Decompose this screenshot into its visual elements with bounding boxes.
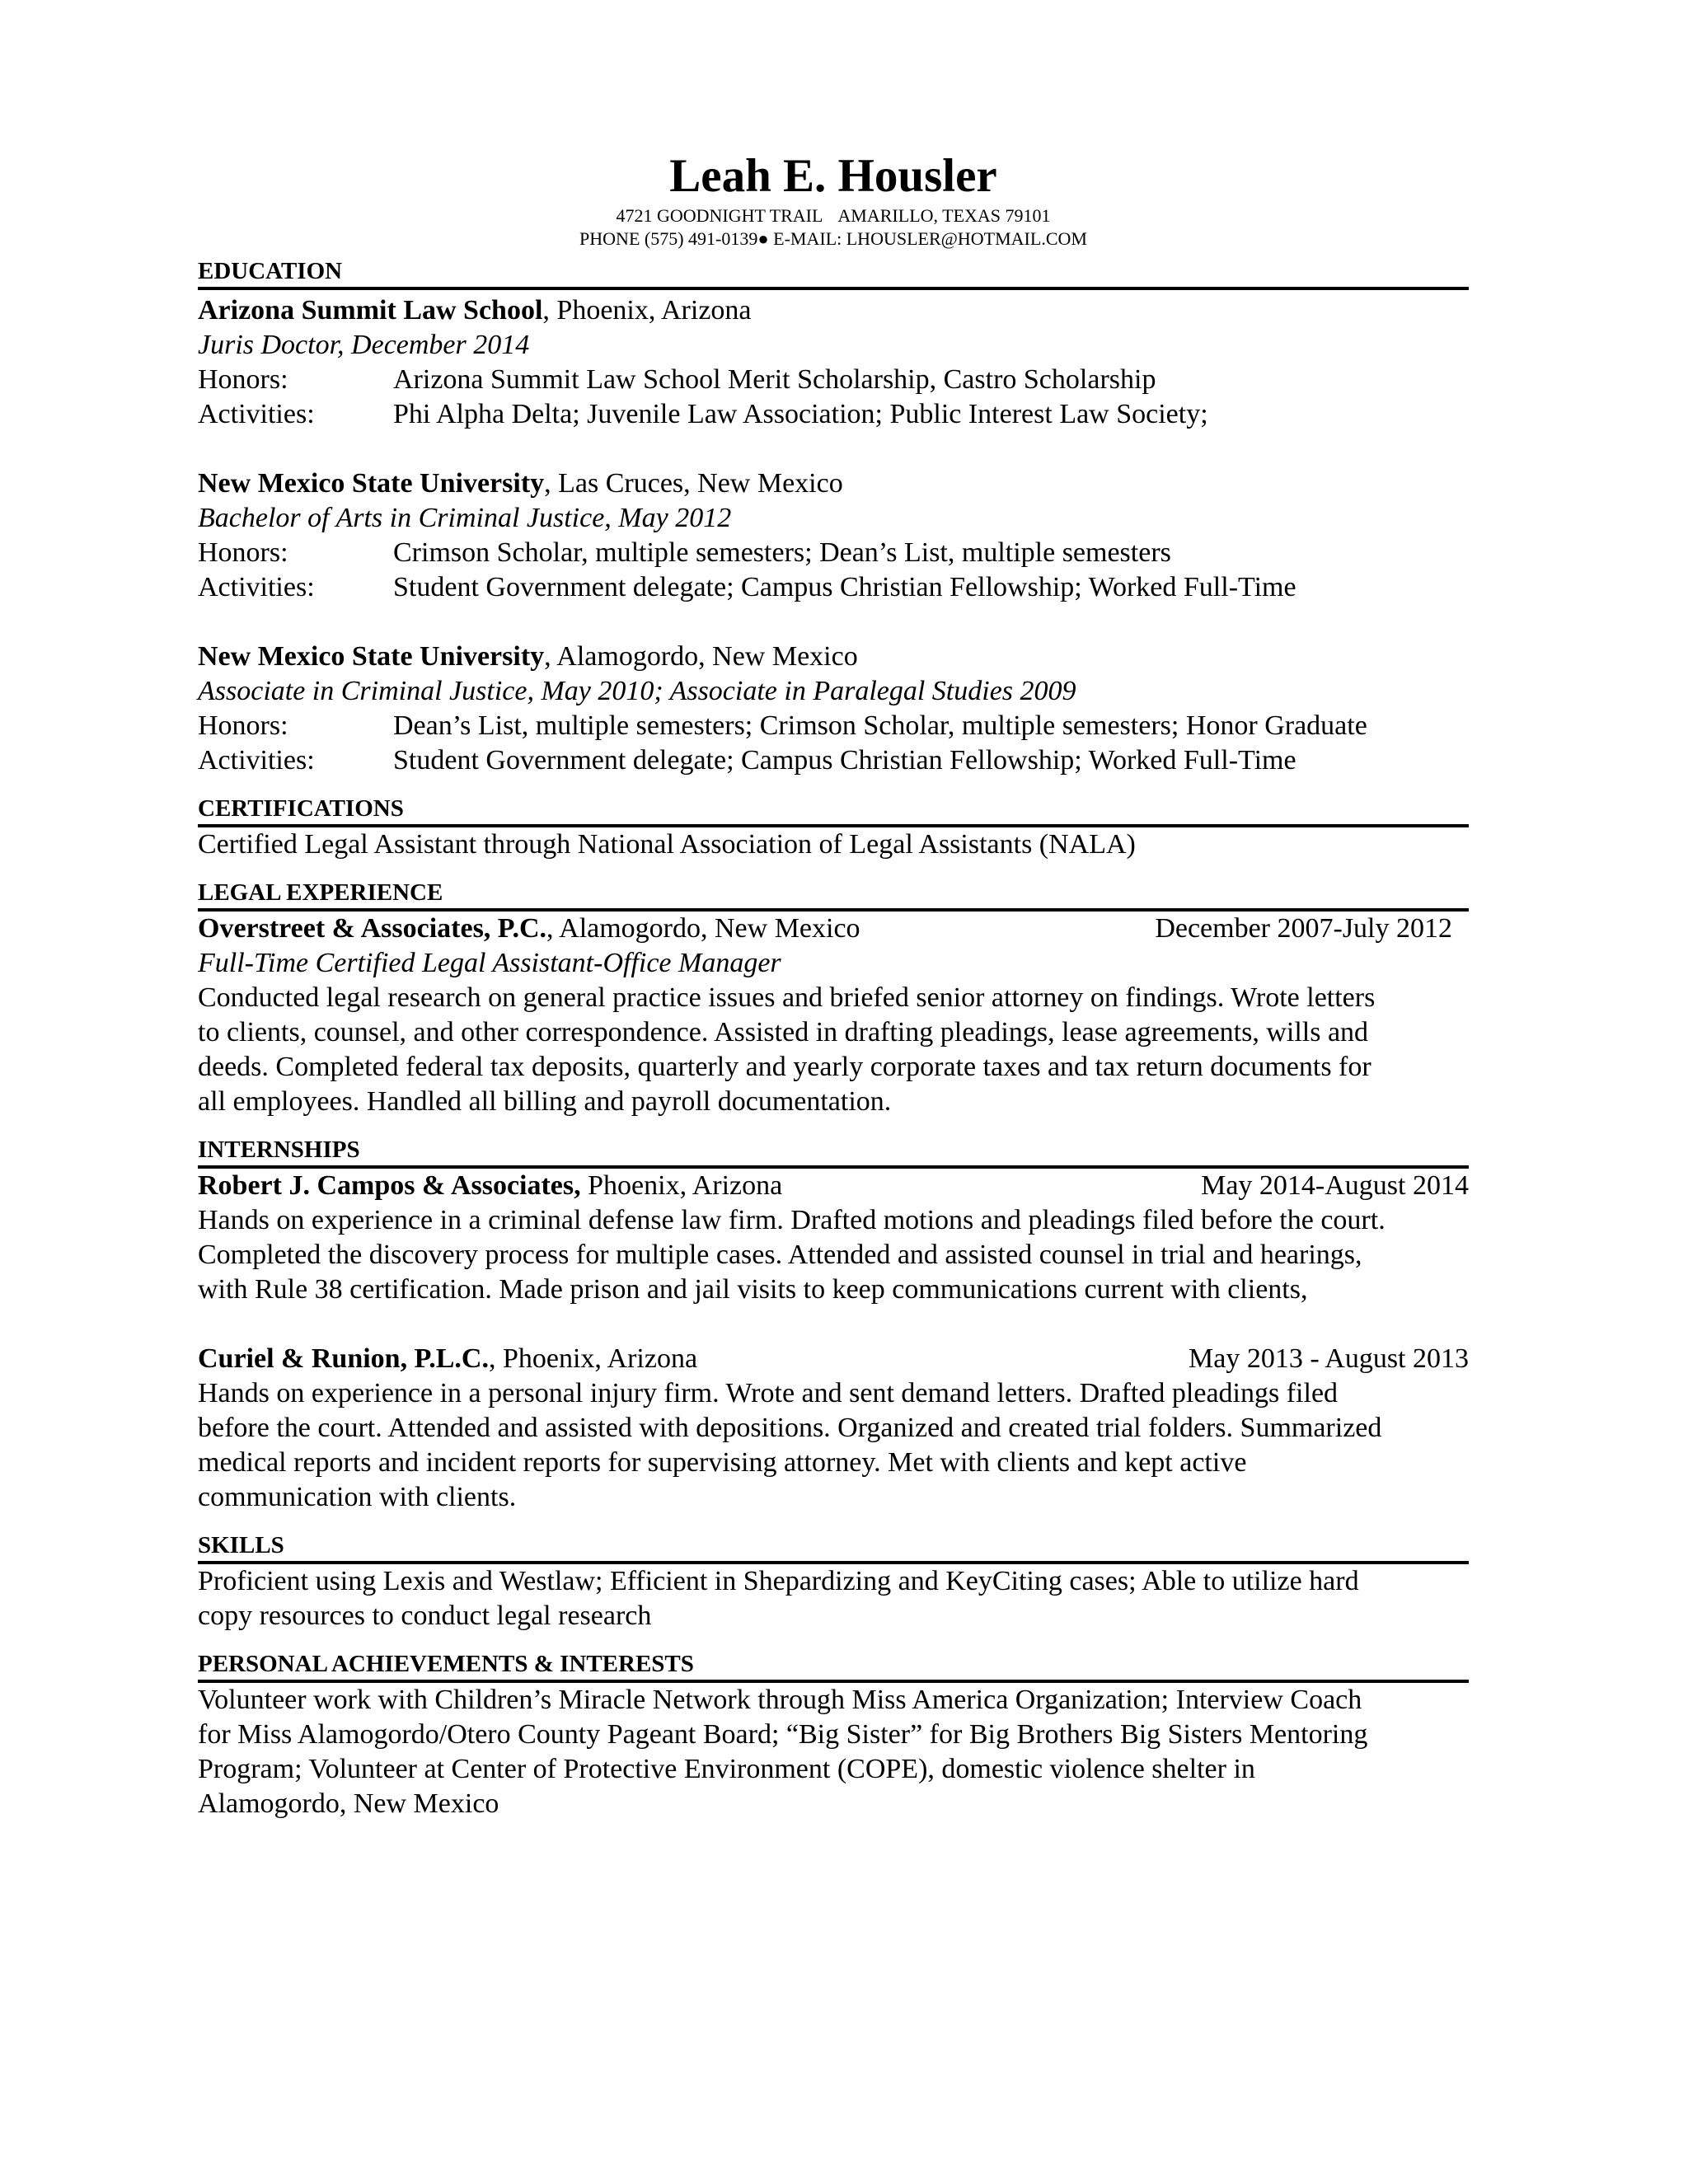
internship-dates: May 2013 - August 2013: [1189, 1343, 1469, 1374]
degree: Bachelor of Arts in Criminal Justice, May 2012: [198, 503, 732, 533]
education-entry: [198, 640, 1469, 778]
internship-entry: [198, 1169, 1469, 1307]
experience-entry: [198, 912, 1469, 1119]
school-location: , Phoenix, Arizona: [542, 295, 752, 326]
job-title: Full-Time Certified Legal Assistant-Office Manager: [198, 948, 781, 978]
school-name: New Mexico State University: [198, 468, 545, 499]
employer-location: Phoenix, Arizona: [580, 1170, 783, 1201]
resume-page: [198, 148, 1469, 1821]
school-name: Arizona Summit Law School: [198, 295, 543, 326]
certifications-heading: CERTIFICATIONS: [198, 793, 1469, 827]
description-line: Hands on experience in a criminal defense law firm. Drafted motions and pleadings filed before the court.: [198, 1205, 1386, 1235]
address-street: 4721 GOODNIGHT TRAIL: [616, 205, 823, 226]
honors-value: Arizona Summit Law School Merit Scholarship, Castro Scholarship: [393, 364, 1156, 395]
activities-value: Student Government delegate; Campus Christian Fellowship; Worked Full-Time: [393, 745, 1296, 776]
skills-line: Proficient using Lexis and Westlaw; Efficient in Shepardizing and KeyCiting cases; Able to utilize hard: [198, 1566, 1359, 1596]
honors-label: Honors:: [198, 537, 288, 568]
internship-dates: May 2014-August 2014: [1201, 1170, 1469, 1201]
skills-heading: SKILLS: [198, 1530, 1469, 1564]
description-line: deeds. Completed federal tax deposits, quarterly and yearly corporate taxes and tax return documents for: [198, 1052, 1372, 1082]
education-entry: [198, 466, 1469, 605]
employer-location: , Alamogordo, New Mexico: [546, 913, 860, 944]
activities-value: Student Government delegate; Campus Christian Fellowship; Worked Full-Time: [393, 572, 1296, 602]
certification-text: Certified Legal Assistant through National Association of Legal Assistants (NALA): [198, 829, 1136, 860]
personal-line: Alamogordo, New Mexico: [198, 1788, 499, 1819]
degree: Associate in Criminal Justice, May 2010; Associate in Paralegal Studies 2009: [198, 676, 1076, 706]
legal-experience-heading: LEGAL EXPERIENCE: [198, 877, 1469, 912]
school-name: New Mexico State University: [198, 641, 545, 672]
description-line: Hands on experience in a personal injury firm. Wrote and sent demand letters. Drafted pleadings filed: [198, 1378, 1339, 1408]
address-city: AMARILLO, TEXAS 79101: [837, 205, 1051, 226]
description-line: to clients, counsel, and other correspondence. Assisted in drafting pleadings, lease agreements, wills and: [198, 1017, 1369, 1047]
degree: Juris Doctor, December 2014: [198, 330, 530, 360]
internships-heading: INTERNSHIPS: [198, 1134, 1469, 1169]
honors-value: Dean’s List, multiple semesters; Crimson Scholar, multiple semesters; Honor Graduate: [393, 710, 1367, 741]
personal-line: for Miss Alamogordo/Otero County Pageant Board; “Big Sister” for Big Brothers Big Sisters Mentoring: [198, 1719, 1368, 1750]
description-line: all employees. Handled all billing and payroll documentation.: [198, 1086, 892, 1117]
resume-name: Leah E. Housler: [669, 150, 997, 202]
employer-name: Curiel & Runion, P.L.C.: [198, 1343, 489, 1374]
school-location: , Las Cruces, New Mexico: [544, 468, 843, 499]
honors-label: Honors:: [198, 710, 288, 741]
description-line: communication with clients.: [198, 1482, 517, 1512]
contact-line: PHONE (575) 491-0139● E-MAIL: LHOUSLER@HOTMAIL.COM: [579, 228, 1087, 249]
skills-line: copy resources to conduct legal research: [198, 1601, 652, 1631]
personal-heading: PERSONAL ACHIEVEMENTS & INTERESTS: [198, 1648, 1469, 1683]
description-line: Conducted legal research on general practice issues and briefed senior attorney on findings. Wrote letters: [198, 982, 1376, 1013]
school-location: , Alamogordo, New Mexico: [544, 641, 858, 672]
description-line: Completed the discovery process for multiple cases. Attended and assisted counsel in trial and hearings,: [198, 1240, 1362, 1270]
employment-dates: December 2007-July 2012: [1155, 913, 1452, 944]
employer-name: Overstreet & Associates, P.C.: [198, 913, 547, 944]
honors-label: Honors:: [198, 364, 288, 395]
education-heading: EDUCATION: [198, 255, 1469, 290]
activities-label: Activities:: [198, 745, 315, 776]
employer-name: Robert J. Campos & Associates,: [198, 1170, 581, 1201]
activities-value: Phi Alpha Delta; Juvenile Law Association; Public Interest Law Society;: [393, 399, 1208, 429]
activities-label: Activities:: [198, 572, 315, 602]
internship-entry: [198, 1342, 1469, 1515]
address-line: [198, 204, 1469, 227]
employer-location: , Phoenix, Arizona: [488, 1343, 698, 1374]
description-line: medical reports and incident reports for supervising attorney. Met with clients and kept active: [198, 1447, 1247, 1478]
description-line: with Rule 38 certification. Made prison and jail visits to keep communications current with clients,: [198, 1274, 1308, 1305]
honors-value: Crimson Scholar, multiple semesters; Dean’s List, multiple semesters: [393, 537, 1171, 568]
education-entry: [198, 293, 1469, 432]
personal-line: Volunteer work with Children’s Miracle Network through Miss America Organization; Interview Coach: [198, 1685, 1362, 1715]
activities-label: Activities:: [198, 399, 315, 429]
description-line: before the court. Attended and assisted with depositions. Organized and created trial folders. Summarized: [198, 1413, 1382, 1443]
personal-line: Program; Volunteer at Center of Protective Environment (COPE), domestic violence shelter in: [198, 1754, 1255, 1784]
